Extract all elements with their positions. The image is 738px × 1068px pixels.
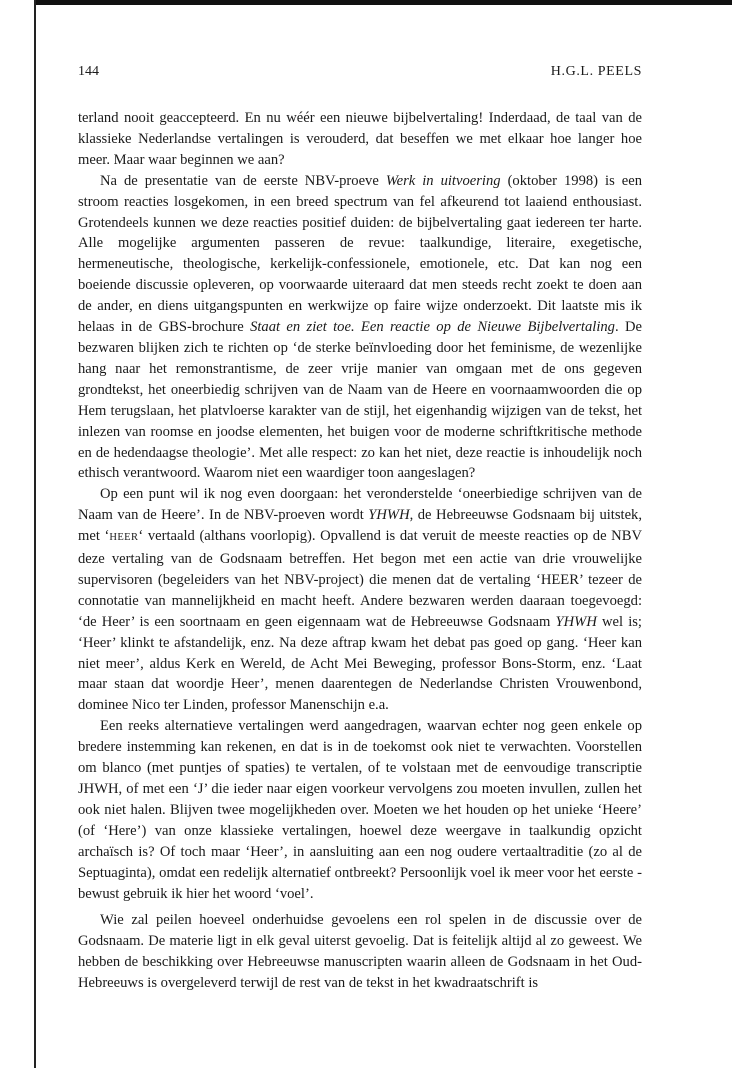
paragraph	[78, 108, 642, 171]
paragraph	[78, 910, 642, 994]
small-caps-text: HEER	[109, 532, 139, 544]
text-run: terland nooit geaccepteerd. En nu wéér een nieuwe bijbelvertaling! Inderdaad, de taal van de klassieke Nederlandse vertalingen is verouderd, dat beseffen we met elkaar hoe langer hoe meer. Maar waar beginnen we aan?	[78, 110, 642, 168]
italic-text: Staat en ziet toe. Een reactie op de Nieuwe Bijbelvertaling	[250, 319, 615, 336]
text-run: wel is; ‘Heer’ klinkt te afstandelijk, enz. Na deze aftrap kwam het debat pas goed op gang. ‘Heer kan niet meer’, aldus Kerk en Wereld, de Acht Mei Beweging, professor Bons-Storm, enz. ‘Laat maar staan dat woordje Heer’, menen daarentegen de Nederlandse Christen Vrouwenbond, dominee Nico ter Linden, professor Manenschijn e.a.	[78, 613, 642, 714]
text-run: Na de presentatie van de eerste NBV-proeve	[100, 172, 386, 189]
running-header	[78, 62, 642, 82]
left-border-rule	[34, 0, 36, 1068]
top-border-rule	[34, 0, 732, 5]
text-run: (oktober 1998) is een stroom reacties losgekomen, in een breed spectrum van fel afkeurend tot laaiend enthousiast. Grotendeels kunnen we deze reacties positief duiden: de bijbelvertaling gaat iedereen ter harte. Alle mogelijke argumenten passeren de revue: taalkundige, literaire, exegetische, hermeneutische, theologische, kerkelijk-confessionele, emotionele, etc. Dat kan nog een boeiende discussie opleveren, op voorwaarde uiteraard dat men steeds recht zoekt te doen aan de ander, en diens uitgangspunten en werkwijze op faire wijze onderzoekt. Dit laatste mis ik helaas in de GBS-brochure	[78, 172, 642, 336]
text-run: Wie zal peilen hoeveel onderhuidse gevoelens een rol spelen in de discussie over de Godsnaam. De materie ligt in elk geval uiterst gevoelig. Dat is feitelijk altijd al zo geweest. We hebben de beschikking over Hebreeuwse manuscripten waarin alleen de Godsnaam in het Oud-Hebreeuws is overgeleverd terwijl de rest van de tekst in het kwadraatschrift is	[78, 912, 642, 992]
body-text	[78, 108, 642, 994]
text-run: ‘ vertaald (althans voorlopig). Opvallend is dat veruit de meeste reacties op de NBV deze vertaling van de Godsnaam betreffen. Het begon met een actie van drie vrouwelijke supervisoren (begeleiders van het NBV-project) die menen dat de vertaling ‘HEER’ tezeer de connotatie van mannelijkheid en macht heeft. Andere bezwaren werden daaraan toegevoegd: ‘de Heer’ is een soortnaam en geen eigennaam wat de Hebreeuwse Godsnaam	[78, 528, 642, 630]
italic-text: Werk in uitvoering	[385, 172, 501, 189]
text-run: Een reeks alternatieve vertalingen werd aangedragen, waarvan echter nog geen enkele op bredere instemming kan rekenen, en dat is in de toekomst ook niet te verwachten. Voorstellen om blanco (met puntjes of spaties) te vertalen, of te volstaan met de eenvoudige transcriptie JHWH, of met een ‘J’ die ieder naar eigen voorkeur vervolgens zou moeten invullen, zullen het ook niet halen. Blijven twee mogelijkheden over. Moeten we het houden op het unieke ‘Heere’ (of ‘Here’) van onze klassieke vertalingen, hoewel deze weergave in taalkundig opzicht archaïsch is? Of toch maar ‘Heer’, in aansluiting aan een nog oudere vertaaltraditie (zo al de Septuaginta), omdat een redelijk alternatief ontbreekt? Persoonlijk voel ik meer voor het eerste - bewust gebruik ik hier het woord ‘voel’.	[78, 718, 642, 902]
text-run: Op een punt wil ik nog even doorgaan: het veronderstelde ‘oneerbiedige schrijven van de Naam van de Heere’. In de NBV-proeven wordt	[78, 486, 642, 524]
page-content	[78, 62, 642, 994]
paragraph	[78, 171, 642, 485]
running-title: H.G.L. PEELS	[550, 64, 642, 79]
paragraph	[78, 716, 642, 904]
paragraph	[78, 484, 642, 716]
text-run: , de Hebreeuwse Godsnaam bij uitstek, met ‘	[78, 507, 643, 545]
text-run: . De bezwaren blijken zich te richten op ‘de sterke beïnvloeding door het feminisme, de wezenlijke hang naar het remonstrantisme, de zeer vrije manier van omgaan met de ons gegeven grondtekst, het oneerbiedig schrijven van de Naam van de Heere en voornaamwoorden die op Hem terugslaan, het platvloerse karakter van de stijl, het eigenhandig wijzigen van de tekst, het inlezen van roomse en joodse elementen, het buigen voor de moderne schriftkritische methode en de hedendaagse theologie’. Met alle respect: zo kan het niet, deze reactie is inhoudelijk noch ethisch verantwoord. Waarom niet een waardiger toon aangeslagen?	[78, 319, 642, 482]
italic-text: YHWH	[368, 507, 410, 524]
page-number: 144	[78, 64, 99, 79]
italic-text: YHWH	[555, 613, 597, 630]
